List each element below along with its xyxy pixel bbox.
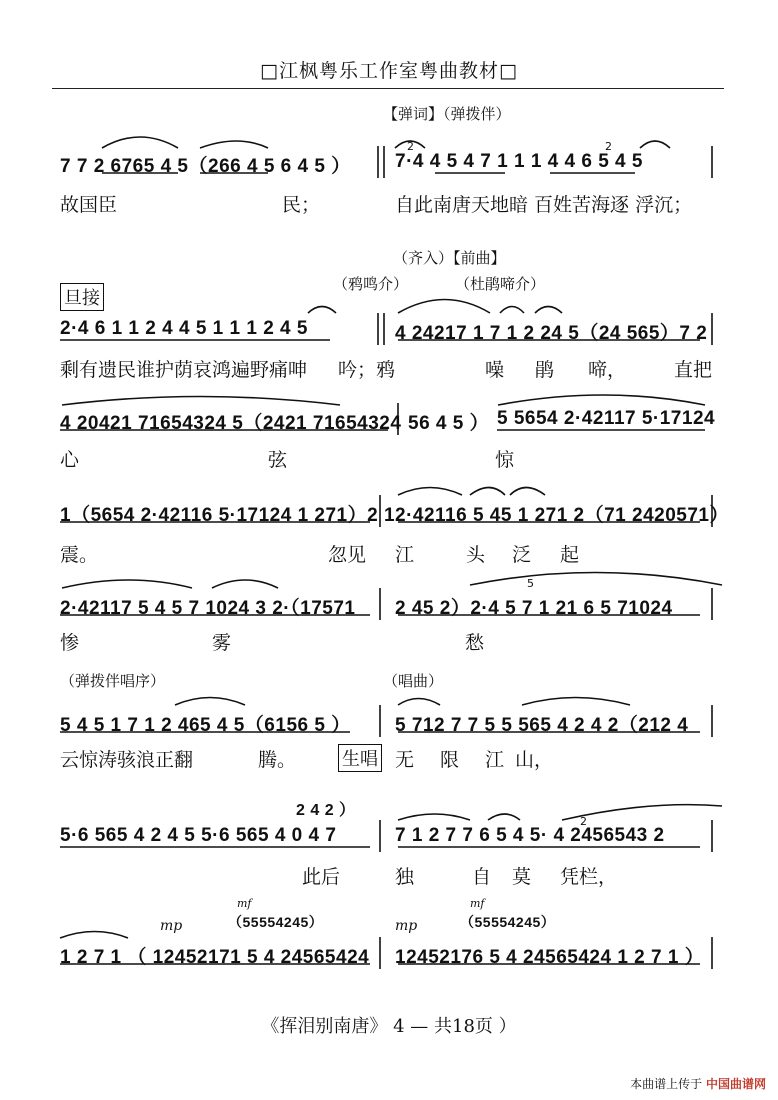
page-footer-caption: 《挥泪别南唐》 4 — 共18页 ） — [261, 1016, 517, 1037]
lyric-row6-e: 江 — [485, 749, 505, 771]
lyric-row4-e: 泛 — [512, 544, 532, 566]
paren-figure: （55554245） — [460, 914, 556, 930]
lyric-row2-b: 吟；鸦 — [338, 359, 396, 381]
lyric-row4-f: 起 — [560, 544, 580, 566]
dynamic-mp: mp — [395, 918, 418, 934]
notes-row5-right: 2 45 2）2·4 5 7 1 21 6 5 71024 — [395, 598, 673, 619]
lyric-row2-d: 鹃 — [535, 359, 555, 381]
slur — [62, 580, 192, 588]
slur — [395, 141, 425, 148]
notes-row3-left: 4 20421 71654324 5（2421 71654324 — [60, 413, 402, 434]
lyric-row2-f: 直把 — [674, 359, 713, 381]
slur — [535, 307, 562, 314]
slur — [212, 580, 278, 588]
notes-row7-right: 7 1 2 7 7 6 5 4 5· 4 2456543 2 — [395, 825, 665, 846]
grace-note: 2 — [580, 815, 587, 828]
notes-row7-left: 5·6 565 4 2 4 5 5·6 565 4 0 4 7 — [60, 825, 337, 846]
notes-row2-right: 4 24217 1 7 1 2 24 5（24 565）7 2 — [395, 323, 708, 344]
lyric-row6-d: 限 — [440, 749, 460, 771]
lyric-row1-b: 民； — [282, 194, 321, 216]
page-header-title: □江枫粤乐工作室粤曲教材□ — [260, 60, 518, 82]
grace-note: 2 — [407, 140, 414, 153]
lyric-row3-c: 惊 — [495, 449, 515, 471]
slur — [470, 573, 722, 586]
notes-row6-left: 5 4 5 1 7 1 2 465 4 5（6156 5 ） — [60, 715, 351, 736]
dynamic-mp: mp — [160, 918, 183, 934]
notes-row8-right: 12452176 5 4 24565424 1 2 7 1 ） — [395, 947, 705, 968]
lyric-row6-f: 山， — [515, 749, 554, 771]
notes-row3-right: 5 5654 2·42117 5·17124 — [497, 408, 716, 429]
slur — [398, 300, 490, 314]
slur — [200, 141, 268, 148]
notes-row7-above: 2 4 2 ） — [296, 802, 356, 819]
slur — [175, 698, 245, 706]
lyric-row7-a: 此后 — [302, 866, 341, 888]
slur — [562, 805, 722, 820]
lyric-row5-a: 惨 — [60, 632, 80, 654]
notes-row4-right: 2·42116 5 45 1 271 2（71 2420571） — [395, 505, 729, 526]
lyric-row7-c: 自 — [472, 866, 492, 888]
lyric-row4-c: 江 — [395, 544, 415, 566]
lyric-row3-b: 弦 — [268, 449, 288, 471]
notes-row8-left: 1 2 7 1 （ 12452171 5 4 24565424 — [60, 947, 370, 968]
lyric-row1-c: 自此南唐天地暗 百姓苦海逐 浮沉； — [395, 194, 693, 216]
lyric-row5-c: 愁 — [465, 632, 485, 654]
grace-note: 2 — [605, 140, 612, 153]
lyric-row6-a: 云惊涛骇浪正翻 — [60, 749, 194, 771]
grace-note: 5 — [527, 577, 534, 590]
paren-figure: （55554245） — [228, 914, 324, 930]
notes-row2-left: 2·4 6 1 1 2 4 4 5 1 1 1 2 4 5 — [60, 318, 308, 339]
slur — [510, 488, 545, 496]
annotation-yaming: （鸦鸣介） — [333, 275, 409, 293]
slur — [60, 932, 128, 939]
lyric-row7-e: 凭栏， — [560, 866, 618, 888]
notes-row3-mid: 56 4 5 ） — [408, 413, 490, 434]
slur — [470, 488, 505, 496]
slur — [500, 307, 524, 314]
notes-row4-left: 1（5654 2·42116 5·17124 1 271）2 1 — [60, 505, 396, 526]
annotation-tanci: 【弹词】（弹拨伴） — [383, 105, 511, 123]
dynamic-mf: mf — [470, 897, 485, 910]
slur — [398, 814, 470, 820]
slur — [398, 488, 462, 496]
annotation-dujuan: （杜鹃啼介） — [455, 275, 546, 293]
lyric-row2-a: 剩有遗民谁护荫哀鸿遍野痛呻 — [60, 359, 308, 381]
slur — [522, 698, 630, 706]
site-logo: 中国曲谱网 — [705, 1077, 766, 1091]
lyric-row6-b: 腾。 — [258, 749, 297, 771]
lyric-row1-a: 故国臣 — [60, 194, 118, 216]
slur — [102, 137, 178, 148]
slur — [498, 395, 705, 405]
lyric-row7-d: 莫 — [512, 866, 532, 888]
slur — [398, 699, 440, 706]
lyric-row4-d: 头 — [466, 544, 486, 566]
slur — [308, 307, 336, 314]
lyric-row6-c: 无 — [395, 749, 415, 771]
annotation-changqu: （唱曲） — [383, 672, 444, 690]
notes-row1-left: 7 7 2 6765 4 5（266 4 5 6 4 5 ） — [60, 156, 351, 177]
source-text: 本曲谱上传于 — [630, 1077, 703, 1091]
lyric-row7-b: 独 — [395, 866, 415, 888]
notes-row1-right: 7·4 4 5 4 7 1 1 1 4 4 6 5 4 5 — [395, 151, 643, 172]
dynamic-mf: mf — [237, 897, 252, 910]
lyric-row4-a: 震。 — [60, 544, 99, 566]
notes-row6-right: 5 712 7 7 5 5 565 4 2 4 2（212 4 — [395, 715, 689, 736]
role-label-shengchang: 生唱 — [338, 744, 382, 772]
slur — [62, 397, 340, 406]
lyric-row3-a: 心 — [60, 449, 80, 471]
lyric-row2-e: 啼， — [588, 359, 627, 381]
role-label-danjie: 旦接 — [60, 283, 104, 311]
lyric-row2-c: 噪 — [485, 359, 505, 381]
slur — [640, 141, 670, 148]
lyric-row4-b: 忽见 — [328, 544, 367, 566]
slur — [488, 814, 520, 820]
annotation-qiru: （齐入）【前曲】 — [393, 249, 506, 267]
lyric-row5-b: 雾 — [212, 632, 232, 654]
notes-row5-left: 2·42117 5 4 5 7 1024 3 2·（17571 — [60, 598, 356, 619]
annotation-tanbo-changxu: （弹拨伴唱序） — [60, 672, 166, 690]
